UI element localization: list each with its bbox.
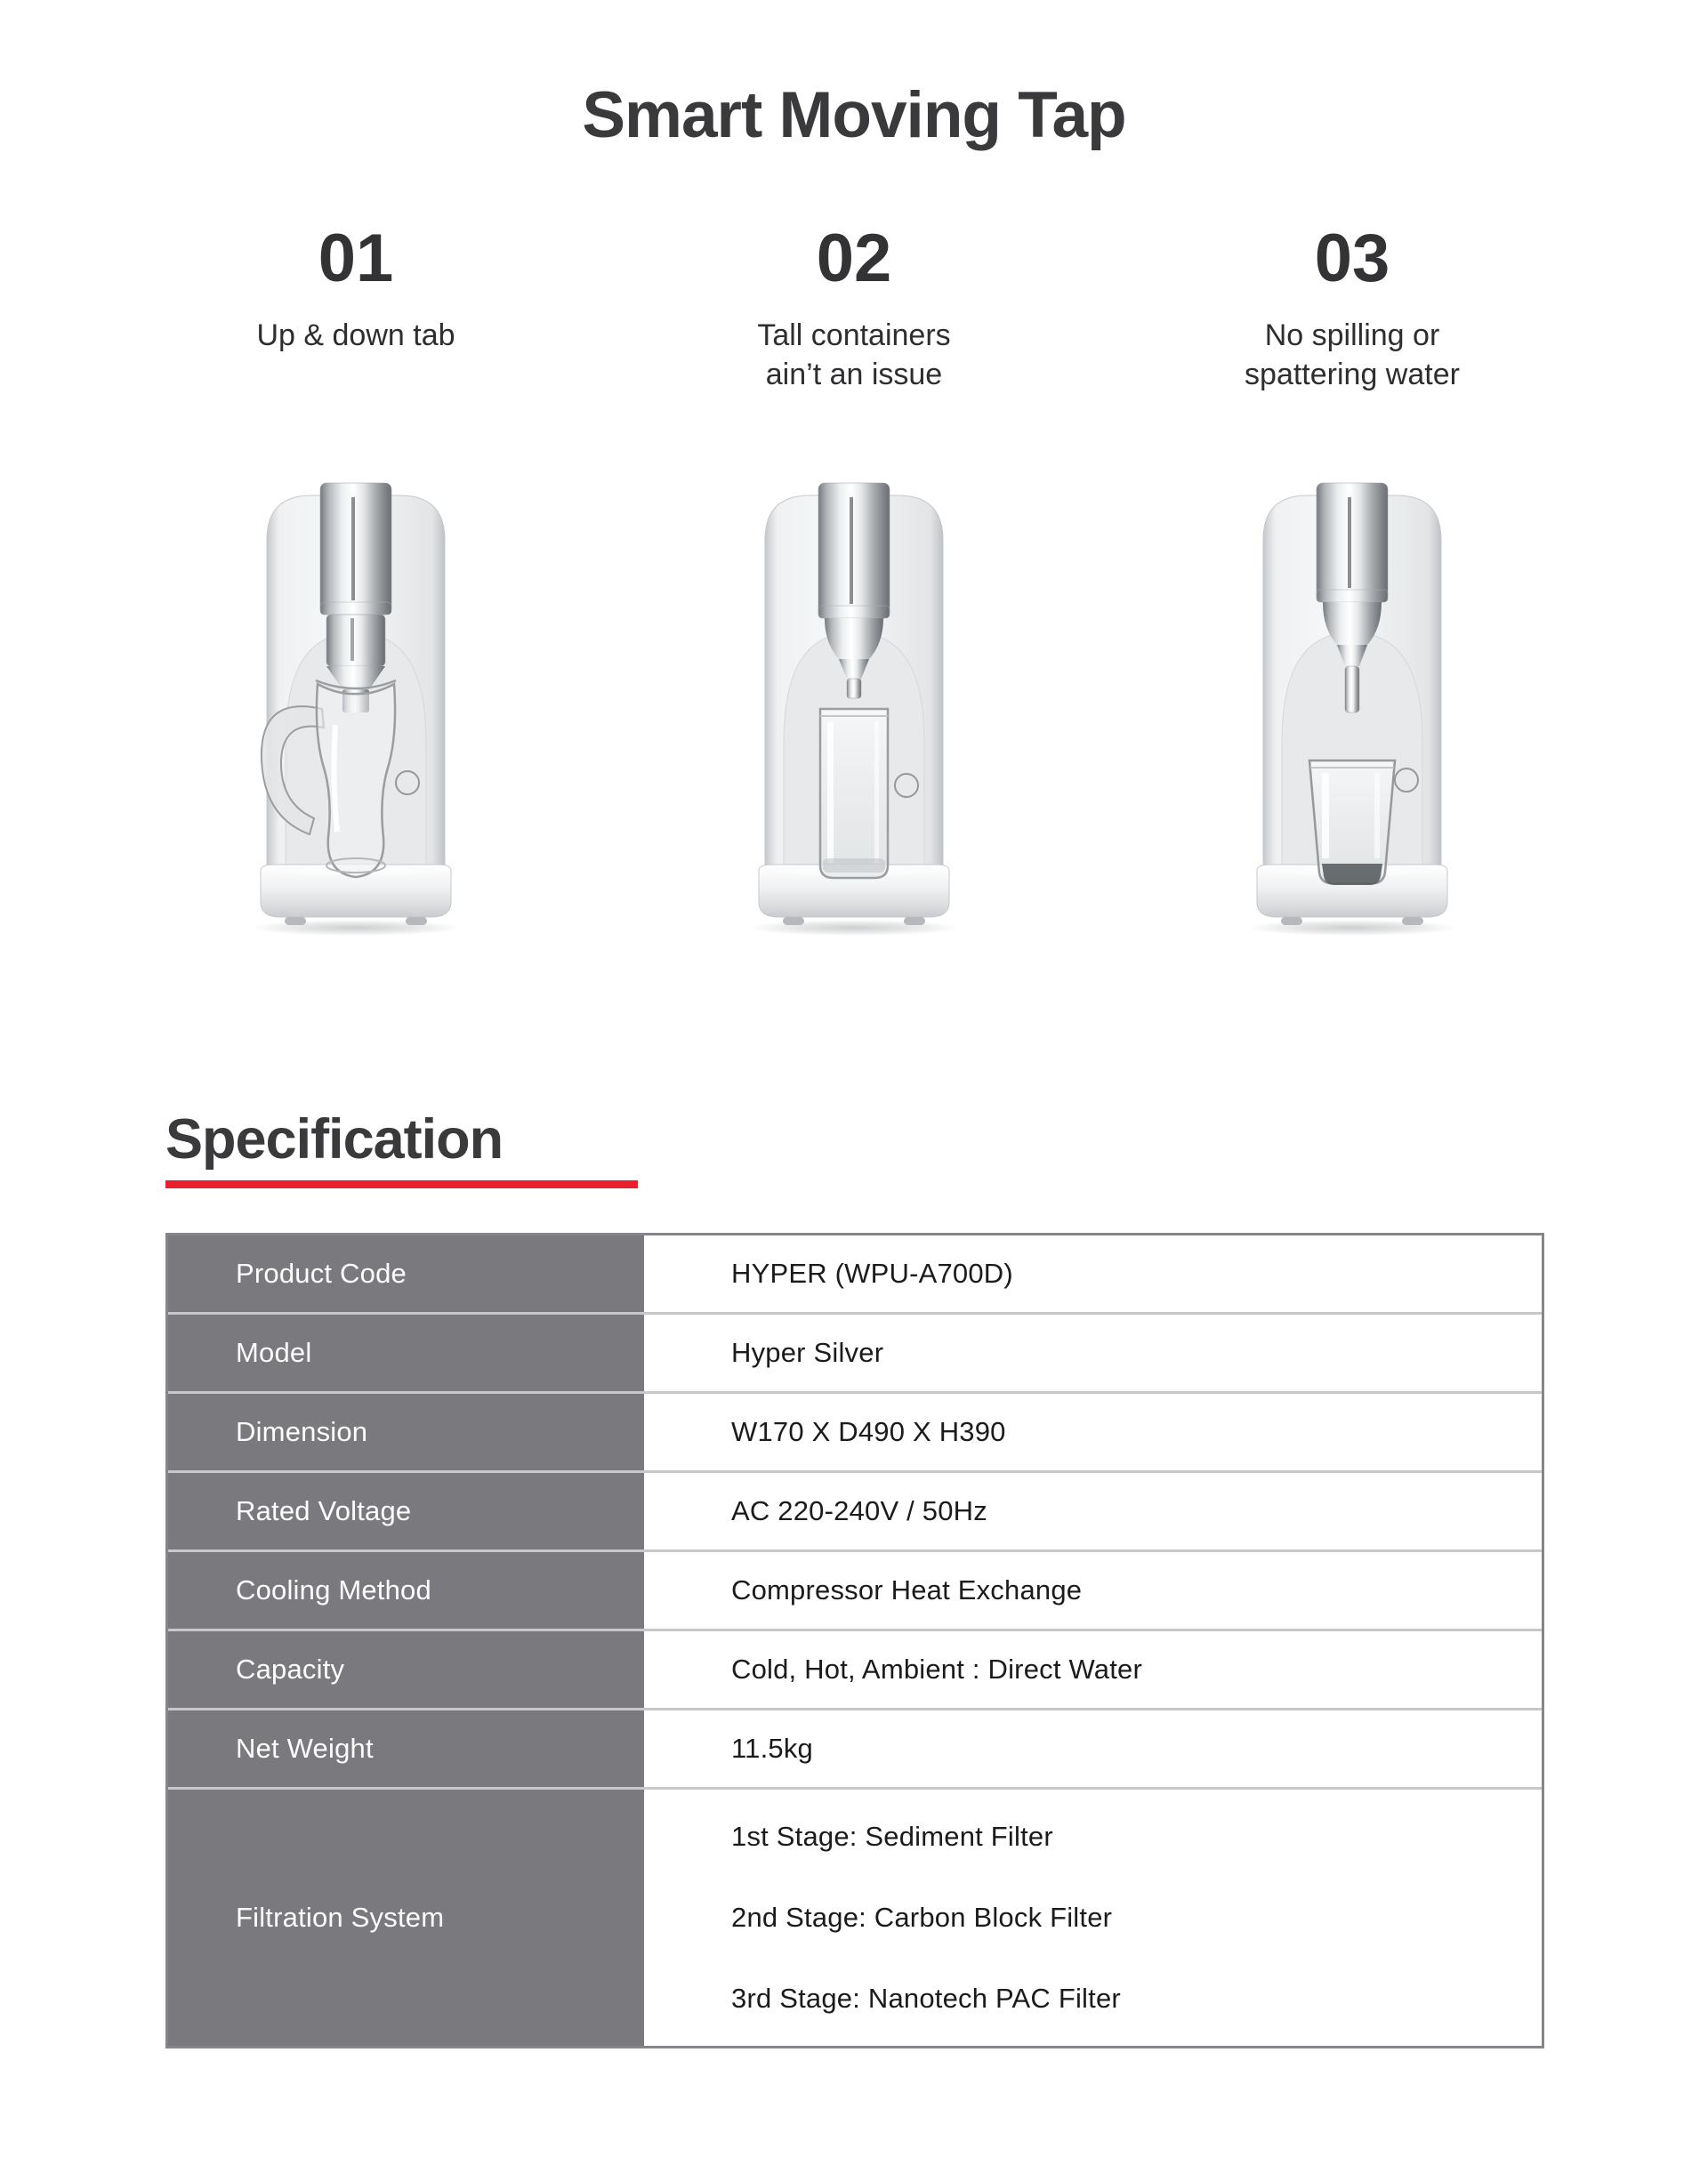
row-label: Model (168, 1315, 648, 1391)
water-purifier-short-glass-illustration (1232, 476, 1472, 938)
page-title: Smart Moving Tap (582, 79, 1126, 151)
features-row (107, 220, 1601, 394)
row-value: HYPER (WPU-A700D) (648, 1235, 1542, 1312)
specification-section (165, 1107, 1708, 2048)
filtration-stage-2: 2nd Stage: Carbon Block Filter (731, 1901, 1113, 1933)
product-image-short-glass (1232, 476, 1472, 938)
table-row-cooling-method (168, 1552, 1542, 1631)
row-value: W170 X D490 X H390 (648, 1394, 1542, 1470)
row-value: AC 220-240V / 50Hz (648, 1473, 1542, 1549)
feature-1 (107, 220, 605, 394)
feature-1-label: Up & down tab (256, 318, 455, 352)
water-purifier-tall-glass-illustration (734, 476, 974, 938)
table-row-filtration-system (168, 1790, 1542, 2046)
product-image-pitcher (236, 476, 476, 938)
product-image-tall-glass (734, 476, 974, 938)
table-row-dimension (168, 1394, 1542, 1473)
row-label: Capacity (168, 1631, 648, 1708)
row-label: Cooling Method (168, 1552, 648, 1629)
table-row-model (168, 1315, 1542, 1394)
feature-3 (1103, 220, 1601, 394)
red-underline (165, 1180, 638, 1188)
feature-2 (605, 220, 1103, 394)
row-value: Hyper Silver (648, 1315, 1542, 1391)
table-row-product-code (168, 1235, 1542, 1315)
row-label: Product Code (168, 1235, 648, 1312)
row-value: 11.5kg (648, 1710, 1542, 1787)
floor-shadow (1247, 920, 1457, 936)
tall-glass (820, 709, 888, 878)
row-label: Net Weight (168, 1710, 648, 1787)
row-label: Dimension (168, 1394, 648, 1470)
table-row-capacity (168, 1631, 1542, 1710)
feature-1-number: 01 (318, 220, 394, 296)
products-row (107, 476, 1601, 938)
row-value (648, 1790, 1542, 2046)
specification-table (165, 1233, 1544, 2048)
row-value: Cold, Hot, Ambient : Direct Water (648, 1631, 1542, 1708)
row-label: Filtration System (168, 1790, 648, 2046)
filtration-stage-1: 1st Stage: Sediment Filter (731, 1820, 1053, 1852)
floor-shadow (749, 920, 959, 936)
feature-3-number: 03 (1314, 220, 1390, 296)
floor-shadow (251, 920, 461, 936)
feature-2-label: Tall containers ain’t an issue (757, 318, 951, 391)
row-label: Rated Voltage (168, 1473, 648, 1549)
short-glass (1309, 761, 1395, 885)
row-value: Compressor Heat Exchange (648, 1552, 1542, 1629)
specification-heading: Specification (165, 1107, 504, 1171)
table-row-rated-voltage (168, 1473, 1542, 1552)
feature-3-label: No spilling or spattering water (1245, 318, 1460, 391)
filtration-stage-3: 3rd Stage: Nanotech PAC Filter (731, 1982, 1121, 2014)
water-purifier-pitcher-illustration (236, 476, 476, 938)
table-row-net-weight (168, 1710, 1542, 1790)
feature-2-number: 02 (816, 220, 892, 296)
